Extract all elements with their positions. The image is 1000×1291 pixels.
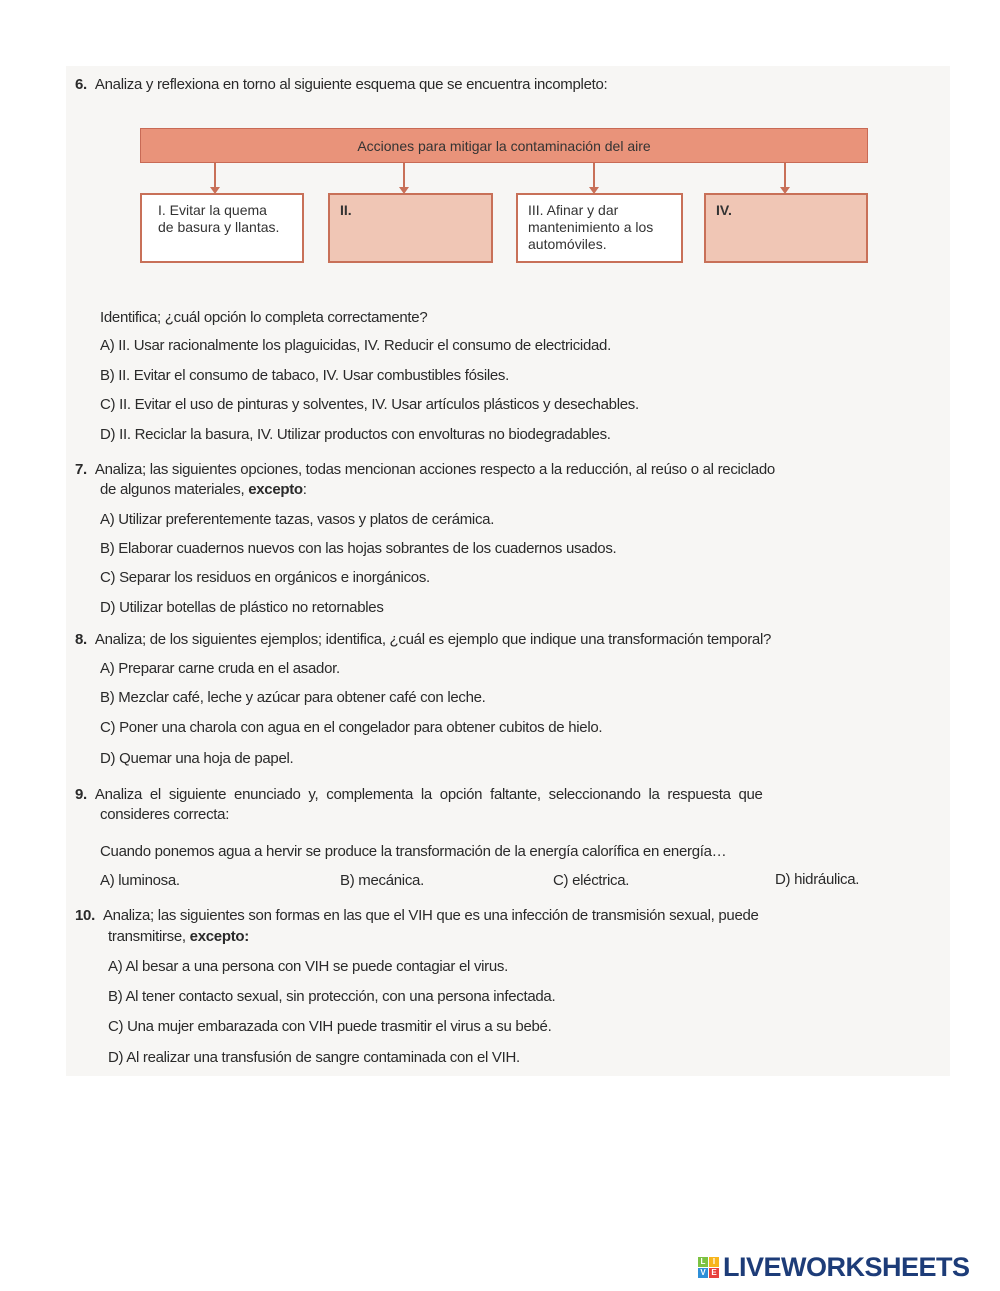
q7-option-c[interactable]: C) Separar los residuos en orgánicos e inorgánicos. <box>100 569 430 586</box>
q8-option-b[interactable]: B) Mezclar café, leche y azúcar para obtener café con leche. <box>100 689 486 706</box>
q9-statement: Cuando ponemos agua a hervir se produce la transformación de la energía calorífica en energía… <box>100 843 727 860</box>
q9-option-c[interactable]: C) eléctrica. <box>553 872 630 889</box>
q6-option-c[interactable]: C) II. Evitar el uso de pinturas y solventes, IV. Usar artículos plásticos y desechables. <box>100 396 639 413</box>
question-10-line2: transmitirse, excepto: <box>108 928 249 945</box>
question-7: 7. Analiza; las siguientes opciones, todas mencionan acciones respecto a la reducción, al reúso o al reciclado <box>75 461 775 478</box>
logo-text: LIVEWORKSHEETS <box>723 1252 970 1282</box>
diagram-box-4: IV. <box>704 193 868 263</box>
q10-option-d[interactable]: D) Al realizar una transfusión de sangre contaminada con el VIH. <box>108 1049 520 1066</box>
diagram-box-3: III. Afinar y dar mantenimiento a los automóviles. <box>516 193 683 263</box>
arrow-icon <box>784 163 786 189</box>
arrow-icon <box>593 163 595 189</box>
q10-option-c[interactable]: C) Una mujer embarazada con VIH puede trasmitir el virus a su bebé. <box>108 1018 552 1035</box>
diagram-box-1: I. Evitar la quema de basura y llantas. <box>140 193 304 263</box>
q7-option-d[interactable]: D) Utilizar botellas de plástico no retornables <box>100 599 384 616</box>
q7-option-b[interactable]: B) Elaborar cuadernos nuevos con las hojas sobrantes de los cuadernos usados. <box>100 540 617 557</box>
question-9-line2: consideres correcta: <box>100 806 230 823</box>
q9-option-d[interactable]: D) hidráulica. <box>775 871 860 888</box>
q6-option-d[interactable]: D) II. Reciclar la basura, IV. Utilizar productos con envolturas no biodegradables. <box>100 426 611 443</box>
logo-icon: L I V E <box>698 1257 719 1278</box>
q9-option-a[interactable]: A) luminosa. <box>100 872 180 889</box>
diagram-box-2: II. <box>328 193 493 263</box>
q10-option-a[interactable]: A) Al besar a una persona con VIH se puede contagiar el virus. <box>108 958 508 975</box>
question-8: 8. Analiza; de los siguientes ejemplos; identifica, ¿cuál es ejemplo que indique una transformación temporal? <box>75 631 772 648</box>
arrow-icon <box>403 163 405 189</box>
q6-prompt: Identifica; ¿cuál opción lo completa correctamente? <box>100 309 428 326</box>
q10-option-b[interactable]: B) Al tener contacto sexual, sin protección, con una persona infectada. <box>108 988 556 1005</box>
liveworksheets-logo <box>698 1252 970 1283</box>
question-10: 10. Analiza; las siguientes son formas en las que el VIH que es una infección de transmisión sexual, puede <box>75 907 759 924</box>
question-7-line2: de algunos materiales, excepto: <box>100 481 307 498</box>
question-6: 6. Analiza y reflexiona en torno al siguiente esquema que se encuentra incompleto: <box>75 76 608 93</box>
arrow-icon <box>214 163 216 189</box>
q8-option-a[interactable]: A) Preparar carne cruda en el asador. <box>100 660 340 677</box>
diagram-header: Acciones para mitigar la contaminación del aire <box>140 128 868 163</box>
q6-option-a[interactable]: A) II. Usar racionalmente los plaguicidas, IV. Reducir el consumo de electricidad. <box>100 337 611 354</box>
q7-option-a[interactable]: A) Utilizar preferentemente tazas, vasos y platos de cerámica. <box>100 511 495 528</box>
q6-option-b[interactable]: B) II. Evitar el consumo de tabaco, IV. Usar combustibles fósiles. <box>100 367 510 384</box>
question-9: 9. Analiza el siguiente enunciado y, complementa la opción faltante, seleccionando la respuesta que <box>75 786 763 803</box>
q8-option-c[interactable]: C) Poner una charola con agua en el congelador para obtener cubitos de hielo. <box>100 719 603 736</box>
q9-option-b[interactable]: B) mecánica. <box>340 872 424 889</box>
q8-option-d[interactable]: D) Quemar una hoja de papel. <box>100 750 294 767</box>
